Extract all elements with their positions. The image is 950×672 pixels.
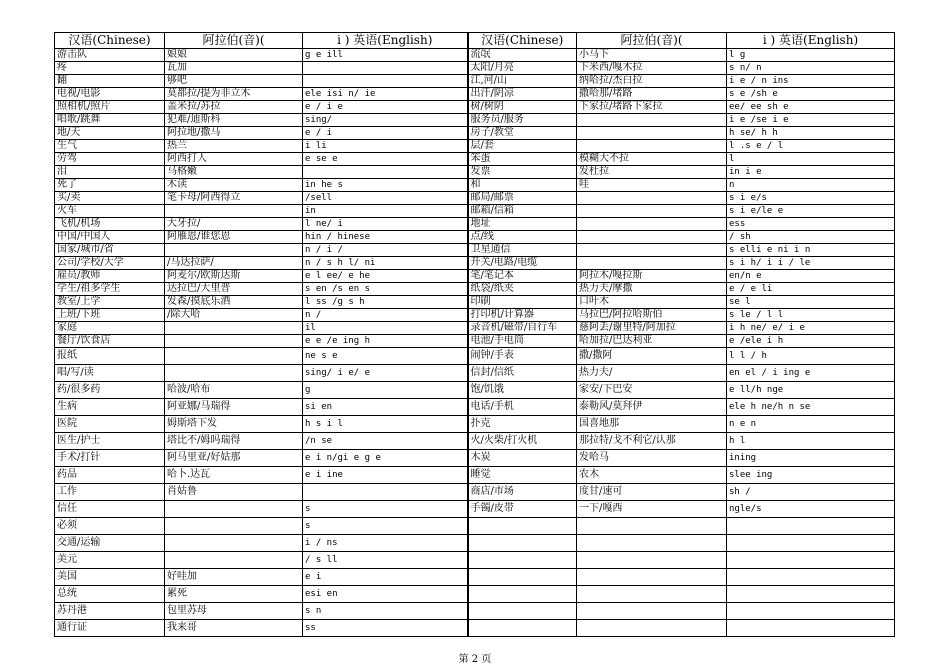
header-english-left	[303, 33, 468, 49]
cell-arabic-right	[577, 569, 727, 586]
cell-arabic-left	[165, 365, 303, 382]
cell-english-right: s e /sh e	[727, 88, 895, 101]
cell-chinese-right: 地址	[468, 218, 577, 231]
cell-chinese-left: 报纸	[55, 348, 165, 365]
table-row	[55, 283, 895, 296]
cell-chinese-right: 闹钟/手表	[468, 348, 577, 365]
table-row	[55, 552, 895, 569]
cell-english-right: l g	[727, 49, 895, 62]
cell-english-left: s	[303, 501, 468, 518]
cell-chinese-left: 工作	[55, 484, 165, 501]
cell-english-right: s le / l l	[727, 309, 895, 322]
cell-english-left: /n se	[303, 433, 468, 450]
cell-english-left: il	[303, 322, 468, 335]
cell-english-right: ee/ ee sh e	[727, 101, 895, 114]
cell-chinese-right: 层/套	[468, 140, 577, 153]
cell-chinese-left: 药品	[55, 467, 165, 484]
cell-arabic-right: 下家拉/堵路下家拉	[577, 101, 727, 114]
cell-english-left: / s ll	[303, 552, 468, 569]
cell-arabic-left: 盖米拉/苏拉	[165, 101, 303, 114]
cell-english-left: /sell	[303, 192, 468, 205]
cell-chinese-left: 火车	[55, 205, 165, 218]
cell-arabic-left: 肖姑鲁	[165, 484, 303, 501]
cell-chinese-left: 疼	[55, 62, 165, 75]
cell-arabic-right	[577, 603, 727, 620]
cell-arabic-left: 莫都拉/提为非立木	[165, 88, 303, 101]
cell-arabic-right	[577, 218, 727, 231]
cell-chinese-right: 录音机/磁带/自行车	[468, 322, 577, 335]
cell-chinese-right	[468, 603, 577, 620]
cell-chinese-left: 总统	[55, 586, 165, 603]
header-mid-left: i )	[337, 33, 350, 47]
header-english-label-left: 英语(English)	[353, 33, 433, 47]
cell-english-right: e /ele i h	[727, 335, 895, 348]
cell-chinese-right: 木炭	[468, 450, 577, 467]
cell-english-left: esi en	[303, 586, 468, 603]
cell-english-left: n / s h l/ ni	[303, 257, 468, 270]
page-number: 第 2 页	[458, 654, 492, 665]
cell-english-left: e i	[303, 569, 468, 586]
cell-english-left: i / ns	[303, 535, 468, 552]
cell-english-left: n /	[303, 309, 468, 322]
cell-arabic-right: 家安/下巴安	[577, 382, 727, 399]
table-row	[55, 450, 895, 467]
cell-chinese-right: 睡觉	[468, 467, 577, 484]
table-row	[55, 49, 895, 62]
cell-english-left: e i n/gi e g e	[303, 450, 468, 467]
cell-arabic-right: 热力夫/	[577, 365, 727, 382]
table-row	[55, 101, 895, 114]
cell-chinese-left: 手术/打针	[55, 450, 165, 467]
cell-arabic-right	[577, 586, 727, 603]
cell-arabic-left	[165, 501, 303, 518]
cell-english-right	[727, 552, 895, 569]
cell-english-left	[303, 62, 468, 75]
header-row	[55, 33, 895, 49]
cell-arabic-left: 阿雁恩/谁您恩	[165, 231, 303, 244]
cell-english-left: e i ine	[303, 467, 468, 484]
cell-chinese-right: 开关/电路/电缆	[468, 257, 577, 270]
cell-english-left	[303, 75, 468, 88]
cell-chinese-left: 中国/中国人	[55, 231, 165, 244]
cell-english-right: n e n	[727, 416, 895, 433]
cell-english-right	[727, 620, 895, 637]
cell-arabic-left: 阿拉地/撒马	[165, 127, 303, 140]
cell-arabic-right: 发哈马	[577, 450, 727, 467]
cell-english-right: i e /se i e	[727, 114, 895, 127]
cell-chinese-left: 电视/电影	[55, 88, 165, 101]
cell-english-left: s en /s en s	[303, 283, 468, 296]
table-row	[55, 270, 895, 283]
cell-chinese-left: 飞机/机场	[55, 218, 165, 231]
cell-english-right: h l	[727, 433, 895, 450]
cell-chinese-left: 劳驾	[55, 153, 165, 166]
cell-chinese-right: 服务员/服务	[468, 114, 577, 127]
cell-chinese-left: 国家/城市/省	[55, 244, 165, 257]
cell-chinese-right	[468, 535, 577, 552]
cell-arabic-left: 累死	[165, 586, 303, 603]
cell-arabic-left: 哈波/哈布	[165, 382, 303, 399]
cell-english-right: en el / i ing e	[727, 365, 895, 382]
table-row	[55, 62, 895, 75]
cell-chinese-left: 生气	[55, 140, 165, 153]
cell-chinese-right: 电话/手机	[468, 399, 577, 416]
cell-chinese-right	[468, 586, 577, 603]
cell-arabic-right: 一下/嘎西	[577, 501, 727, 518]
cell-chinese-right: 邮箱/信箱	[468, 205, 577, 218]
table-row	[55, 179, 895, 192]
cell-arabic-right: 小马下	[577, 49, 727, 62]
cell-arabic-right	[577, 244, 727, 257]
table-row	[55, 416, 895, 433]
header-chinese-right: 汉语(Chinese)	[468, 33, 577, 49]
table-row	[55, 501, 895, 518]
cell-arabic-left	[165, 205, 303, 218]
cell-arabic-left: 阿马里亚/好姑那	[165, 450, 303, 467]
cell-english-left: s n	[303, 603, 468, 620]
cell-arabic-right: 纳哈拉/杰白拉	[577, 75, 727, 88]
cell-arabic-right	[577, 257, 727, 270]
cell-chinese-left: 药/很多药	[55, 382, 165, 399]
cell-english-right: s i h/ i i / le	[727, 257, 895, 270]
cell-english-right: ele h ne/h n se	[727, 399, 895, 416]
cell-english-left: sing/ i e/ e	[303, 365, 468, 382]
cell-chinese-left: 医院	[55, 416, 165, 433]
table-row	[55, 231, 895, 244]
cell-chinese-right: 商店/市场	[468, 484, 577, 501]
cell-arabic-left: 马格嫩	[165, 166, 303, 179]
cell-arabic-left: 阿西打人	[165, 153, 303, 166]
header-english-label-right: 英语(English)	[779, 33, 859, 47]
cell-english-left: e / i e	[303, 101, 468, 114]
cell-arabic-right	[577, 231, 727, 244]
cell-english-left: e / i	[303, 127, 468, 140]
cell-english-right	[727, 569, 895, 586]
table-row	[55, 114, 895, 127]
cell-arabic-left: 我来哥	[165, 620, 303, 637]
cell-chinese-left: 学生/祖多学生	[55, 283, 165, 296]
cell-chinese-left: 教室/上学	[55, 296, 165, 309]
cell-arabic-left: 够吧	[165, 75, 303, 88]
cell-chinese-right	[468, 552, 577, 569]
cell-english-right: / sh	[727, 231, 895, 244]
cell-chinese-right: 江,河/山	[468, 75, 577, 88]
cell-english-right: en/n e	[727, 270, 895, 283]
cell-arabic-right	[577, 140, 727, 153]
cell-arabic-left: 发森/摸底乐酒	[165, 296, 303, 309]
cell-chinese-left: 上班/下班	[55, 309, 165, 322]
cell-english-right: h se/ h h	[727, 127, 895, 140]
cell-chinese-left: 地/天	[55, 127, 165, 140]
cell-arabic-left: 好哇加	[165, 569, 303, 586]
cell-english-right: n	[727, 179, 895, 192]
cell-arabic-left: 哈卜.达瓦	[165, 467, 303, 484]
cell-chinese-right: 打印机/计算器	[468, 309, 577, 322]
cell-english-left: h s i l	[303, 416, 468, 433]
table-row	[55, 140, 895, 153]
cell-arabic-left: 阿麦尔/欧斯达斯	[165, 270, 303, 283]
cell-english-left: hin / hinese	[303, 231, 468, 244]
cell-english-right: in i e	[727, 166, 895, 179]
table-row	[55, 348, 895, 365]
table-row	[55, 399, 895, 416]
cell-english-right	[727, 518, 895, 535]
cell-english-right: s n/ n	[727, 62, 895, 75]
cell-chinese-left: 苏丹港	[55, 603, 165, 620]
cell-arabic-left: 达拉巴/大里普	[165, 283, 303, 296]
header-mid-right: i )	[762, 33, 776, 47]
cell-chinese-left: 美国	[55, 569, 165, 586]
cell-arabic-left	[165, 552, 303, 569]
cell-chinese-right: 手镯/皮带	[468, 501, 577, 518]
cell-chinese-left: 雇员/教师	[55, 270, 165, 283]
cell-chinese-right	[468, 518, 577, 535]
cell-chinese-left: 交通/运输	[55, 535, 165, 552]
cell-chinese-left: 通行证	[55, 620, 165, 637]
cell-english-left: i li	[303, 140, 468, 153]
cell-arabic-right: 国喜地那	[577, 416, 727, 433]
cell-chinese-right: 扑克	[468, 416, 577, 433]
cell-english-right: e ll/h nge	[727, 382, 895, 399]
table-row	[55, 569, 895, 586]
cell-chinese-left: 信任	[55, 501, 165, 518]
cell-arabic-right	[577, 127, 727, 140]
cell-english-right: e / e li	[727, 283, 895, 296]
table-row	[55, 484, 895, 501]
cell-arabic-left: 瓦加	[165, 62, 303, 75]
cell-arabic-right	[577, 620, 727, 637]
cell-arabic-left: 姆斯塔下发	[165, 416, 303, 433]
cell-english-left: ele isi n/ ie	[303, 88, 468, 101]
table-row	[55, 244, 895, 257]
table-row	[55, 309, 895, 322]
cell-chinese-right: 笨蛋	[468, 153, 577, 166]
cell-english-left: n / i /	[303, 244, 468, 257]
cell-chinese-right: 笔/笔记本	[468, 270, 577, 283]
cell-chinese-right: 点/线	[468, 231, 577, 244]
table-row	[55, 205, 895, 218]
cell-english-right: i e / n ins	[727, 75, 895, 88]
table-body	[55, 33, 895, 637]
cell-arabic-left: 笔卡母/阿西得立	[165, 192, 303, 205]
cell-arabic-right: 下米西/嘎木拉	[577, 62, 727, 75]
cell-chinese-right: 树/树阴	[468, 101, 577, 114]
cell-english-left: g e ill	[303, 49, 468, 62]
cell-english-left: in	[303, 205, 468, 218]
table-row	[55, 75, 895, 88]
cell-arabic-right	[577, 205, 727, 218]
cell-chinese-left: 美元	[55, 552, 165, 569]
table-row	[55, 88, 895, 101]
table-row	[55, 322, 895, 335]
table-row	[55, 218, 895, 231]
table-row	[55, 586, 895, 603]
cell-chinese-right: 卫星通信	[468, 244, 577, 257]
cell-arabic-left: 犯难/迪斯科	[165, 114, 303, 127]
cell-english-right: i h ne/ e/ i e	[727, 322, 895, 335]
cell-arabic-right	[577, 192, 727, 205]
cell-english-right: slee ing	[727, 467, 895, 484]
cell-arabic-right	[577, 518, 727, 535]
cell-chinese-right: 信封/信纸	[468, 365, 577, 382]
table-row	[55, 535, 895, 552]
cell-arabic-left	[165, 535, 303, 552]
header-english-right	[727, 33, 895, 49]
cell-arabic-right	[577, 114, 727, 127]
table-row	[55, 365, 895, 382]
cell-english-left: ne s e	[303, 348, 468, 365]
cell-arabic-left	[165, 335, 303, 348]
cell-chinese-left: 游击队	[55, 49, 165, 62]
header-chinese-left: 汉语(Chinese)	[55, 33, 165, 49]
cell-arabic-right: 模糊大不拉	[577, 153, 727, 166]
table-row	[55, 296, 895, 309]
cell-arabic-left: 木读	[165, 179, 303, 192]
cell-arabic-right	[577, 535, 727, 552]
cell-english-left: l ss /g s h	[303, 296, 468, 309]
cell-english-right: s elli e ni i n	[727, 244, 895, 257]
cell-english-right: ining	[727, 450, 895, 467]
cell-english-left: ss	[303, 620, 468, 637]
cell-chinese-right: 太阳/月亮	[468, 62, 577, 75]
cell-chinese-left: 公司/学校/大学	[55, 257, 165, 270]
cell-arabic-right: 农木	[577, 467, 727, 484]
cell-english-left: sing/	[303, 114, 468, 127]
cell-arabic-right: 撒哈那/堵路	[577, 88, 727, 101]
cell-english-right: ngle/s	[727, 501, 895, 518]
cell-chinese-left: 照相机/照片	[55, 101, 165, 114]
cell-arabic-left: 娘娘	[165, 49, 303, 62]
cell-chinese-right	[468, 620, 577, 637]
cell-arabic-right: 度甘/速可	[577, 484, 727, 501]
table-row	[55, 518, 895, 535]
cell-chinese-right	[468, 569, 577, 586]
cell-chinese-left: 必须	[55, 518, 165, 535]
cell-arabic-left	[165, 244, 303, 257]
cell-english-left: s	[303, 518, 468, 535]
cell-arabic-right	[577, 552, 727, 569]
cell-arabic-left: 热兰	[165, 140, 303, 153]
cell-chinese-left: 泪	[55, 166, 165, 179]
cell-english-left	[303, 166, 468, 179]
table-row	[55, 335, 895, 348]
cell-arabic-right: 哇	[577, 179, 727, 192]
table-row	[55, 603, 895, 620]
cell-arabic-right: 撒/撒阿	[577, 348, 727, 365]
cell-arabic-left: 塔比不/姆吗瑞得	[165, 433, 303, 450]
table-row	[55, 257, 895, 270]
table-row	[55, 192, 895, 205]
cell-english-right: l l / h	[727, 348, 895, 365]
cell-chinese-left: 买/卖	[55, 192, 165, 205]
cell-chinese-right: 发票	[468, 166, 577, 179]
cell-arabic-right: 哈加拉/巴达利亚	[577, 335, 727, 348]
cell-chinese-right: 饱/饥饿	[468, 382, 577, 399]
cell-chinese-left: 唱/写/读	[55, 365, 165, 382]
cell-arabic-left: 阿亚娜/马瑞得	[165, 399, 303, 416]
cell-chinese-left: 家庭	[55, 322, 165, 335]
cell-english-left: si en	[303, 399, 468, 416]
cell-arabic-right: 口叶木	[577, 296, 727, 309]
cell-english-right: ess	[727, 218, 895, 231]
table-row	[55, 166, 895, 179]
cell-english-left	[303, 484, 468, 501]
cell-chinese-left: 医生/护士	[55, 433, 165, 450]
cell-chinese-right: 房子/教堂	[468, 127, 577, 140]
cell-arabic-right: 阿拉木/嘎拉斯	[577, 270, 727, 283]
cell-english-left: l ne/ i	[303, 218, 468, 231]
cell-english-right: s i e/s	[727, 192, 895, 205]
cell-chinese-right: 出汗/阴凉	[468, 88, 577, 101]
cell-arabic-right: 发杜拉	[577, 166, 727, 179]
table-row	[55, 467, 895, 484]
cell-english-right: l	[727, 153, 895, 166]
cell-arabic-right: 马拉巴/阿拉哈斯伯	[577, 309, 727, 322]
cell-chinese-left: 唱歌/跳舞	[55, 114, 165, 127]
cell-arabic-left: /马达拉萨/	[165, 257, 303, 270]
header-arabic-left: 阿拉伯(音)(	[165, 33, 303, 49]
cell-chinese-right: 火/火柴/打火机	[468, 433, 577, 450]
cell-arabic-right: 慈阿丢/谢里特/阿加拉	[577, 322, 727, 335]
cell-chinese-left: 翻	[55, 75, 165, 88]
cell-chinese-right: 和	[468, 179, 577, 192]
cell-arabic-left: 包里苏母	[165, 603, 303, 620]
cell-english-right: se l	[727, 296, 895, 309]
cell-english-left: in he s	[303, 179, 468, 192]
cell-arabic-left	[165, 518, 303, 535]
cell-chinese-right: 流氓	[468, 49, 577, 62]
cell-chinese-right: 电池/手电筒	[468, 335, 577, 348]
cell-english-right: s i e/le e	[727, 205, 895, 218]
cell-english-right	[727, 535, 895, 552]
cell-chinese-left: 死了	[55, 179, 165, 192]
table-row	[55, 433, 895, 450]
cell-english-right: l .s e / l	[727, 140, 895, 153]
cell-arabic-right: 热力夫/摩撒	[577, 283, 727, 296]
cell-arabic-left	[165, 322, 303, 335]
cell-english-left: g	[303, 382, 468, 399]
cell-chinese-right: 纸袋/纸夹	[468, 283, 577, 296]
cell-english-left: e e /e ing h	[303, 335, 468, 348]
cell-english-left: e l ee/ e he	[303, 270, 468, 283]
table-row	[55, 382, 895, 399]
cell-english-right	[727, 586, 895, 603]
cell-chinese-right: 邮局/邮票	[468, 192, 577, 205]
cell-arabic-left: /除大哈	[165, 309, 303, 322]
cell-chinese-left: 生病	[55, 399, 165, 416]
cell-arabic-right: 那拉特/戈不利它/认那	[577, 433, 727, 450]
header-arabic-right: 阿拉伯(音)(	[577, 33, 727, 49]
cell-arabic-left	[165, 348, 303, 365]
table-row	[55, 127, 895, 140]
cell-arabic-left: 大牙拉/	[165, 218, 303, 231]
table-row	[55, 153, 895, 166]
vocabulary-table	[54, 32, 895, 637]
cell-arabic-right: 泰勒风/莫拜伊	[577, 399, 727, 416]
table-row	[55, 620, 895, 637]
cell-english-left: e se e	[303, 153, 468, 166]
cell-chinese-left: 餐厅/饮食店	[55, 335, 165, 348]
cell-english-right: sh /	[727, 484, 895, 501]
cell-english-right	[727, 603, 895, 620]
cell-chinese-right: 印刷	[468, 296, 577, 309]
